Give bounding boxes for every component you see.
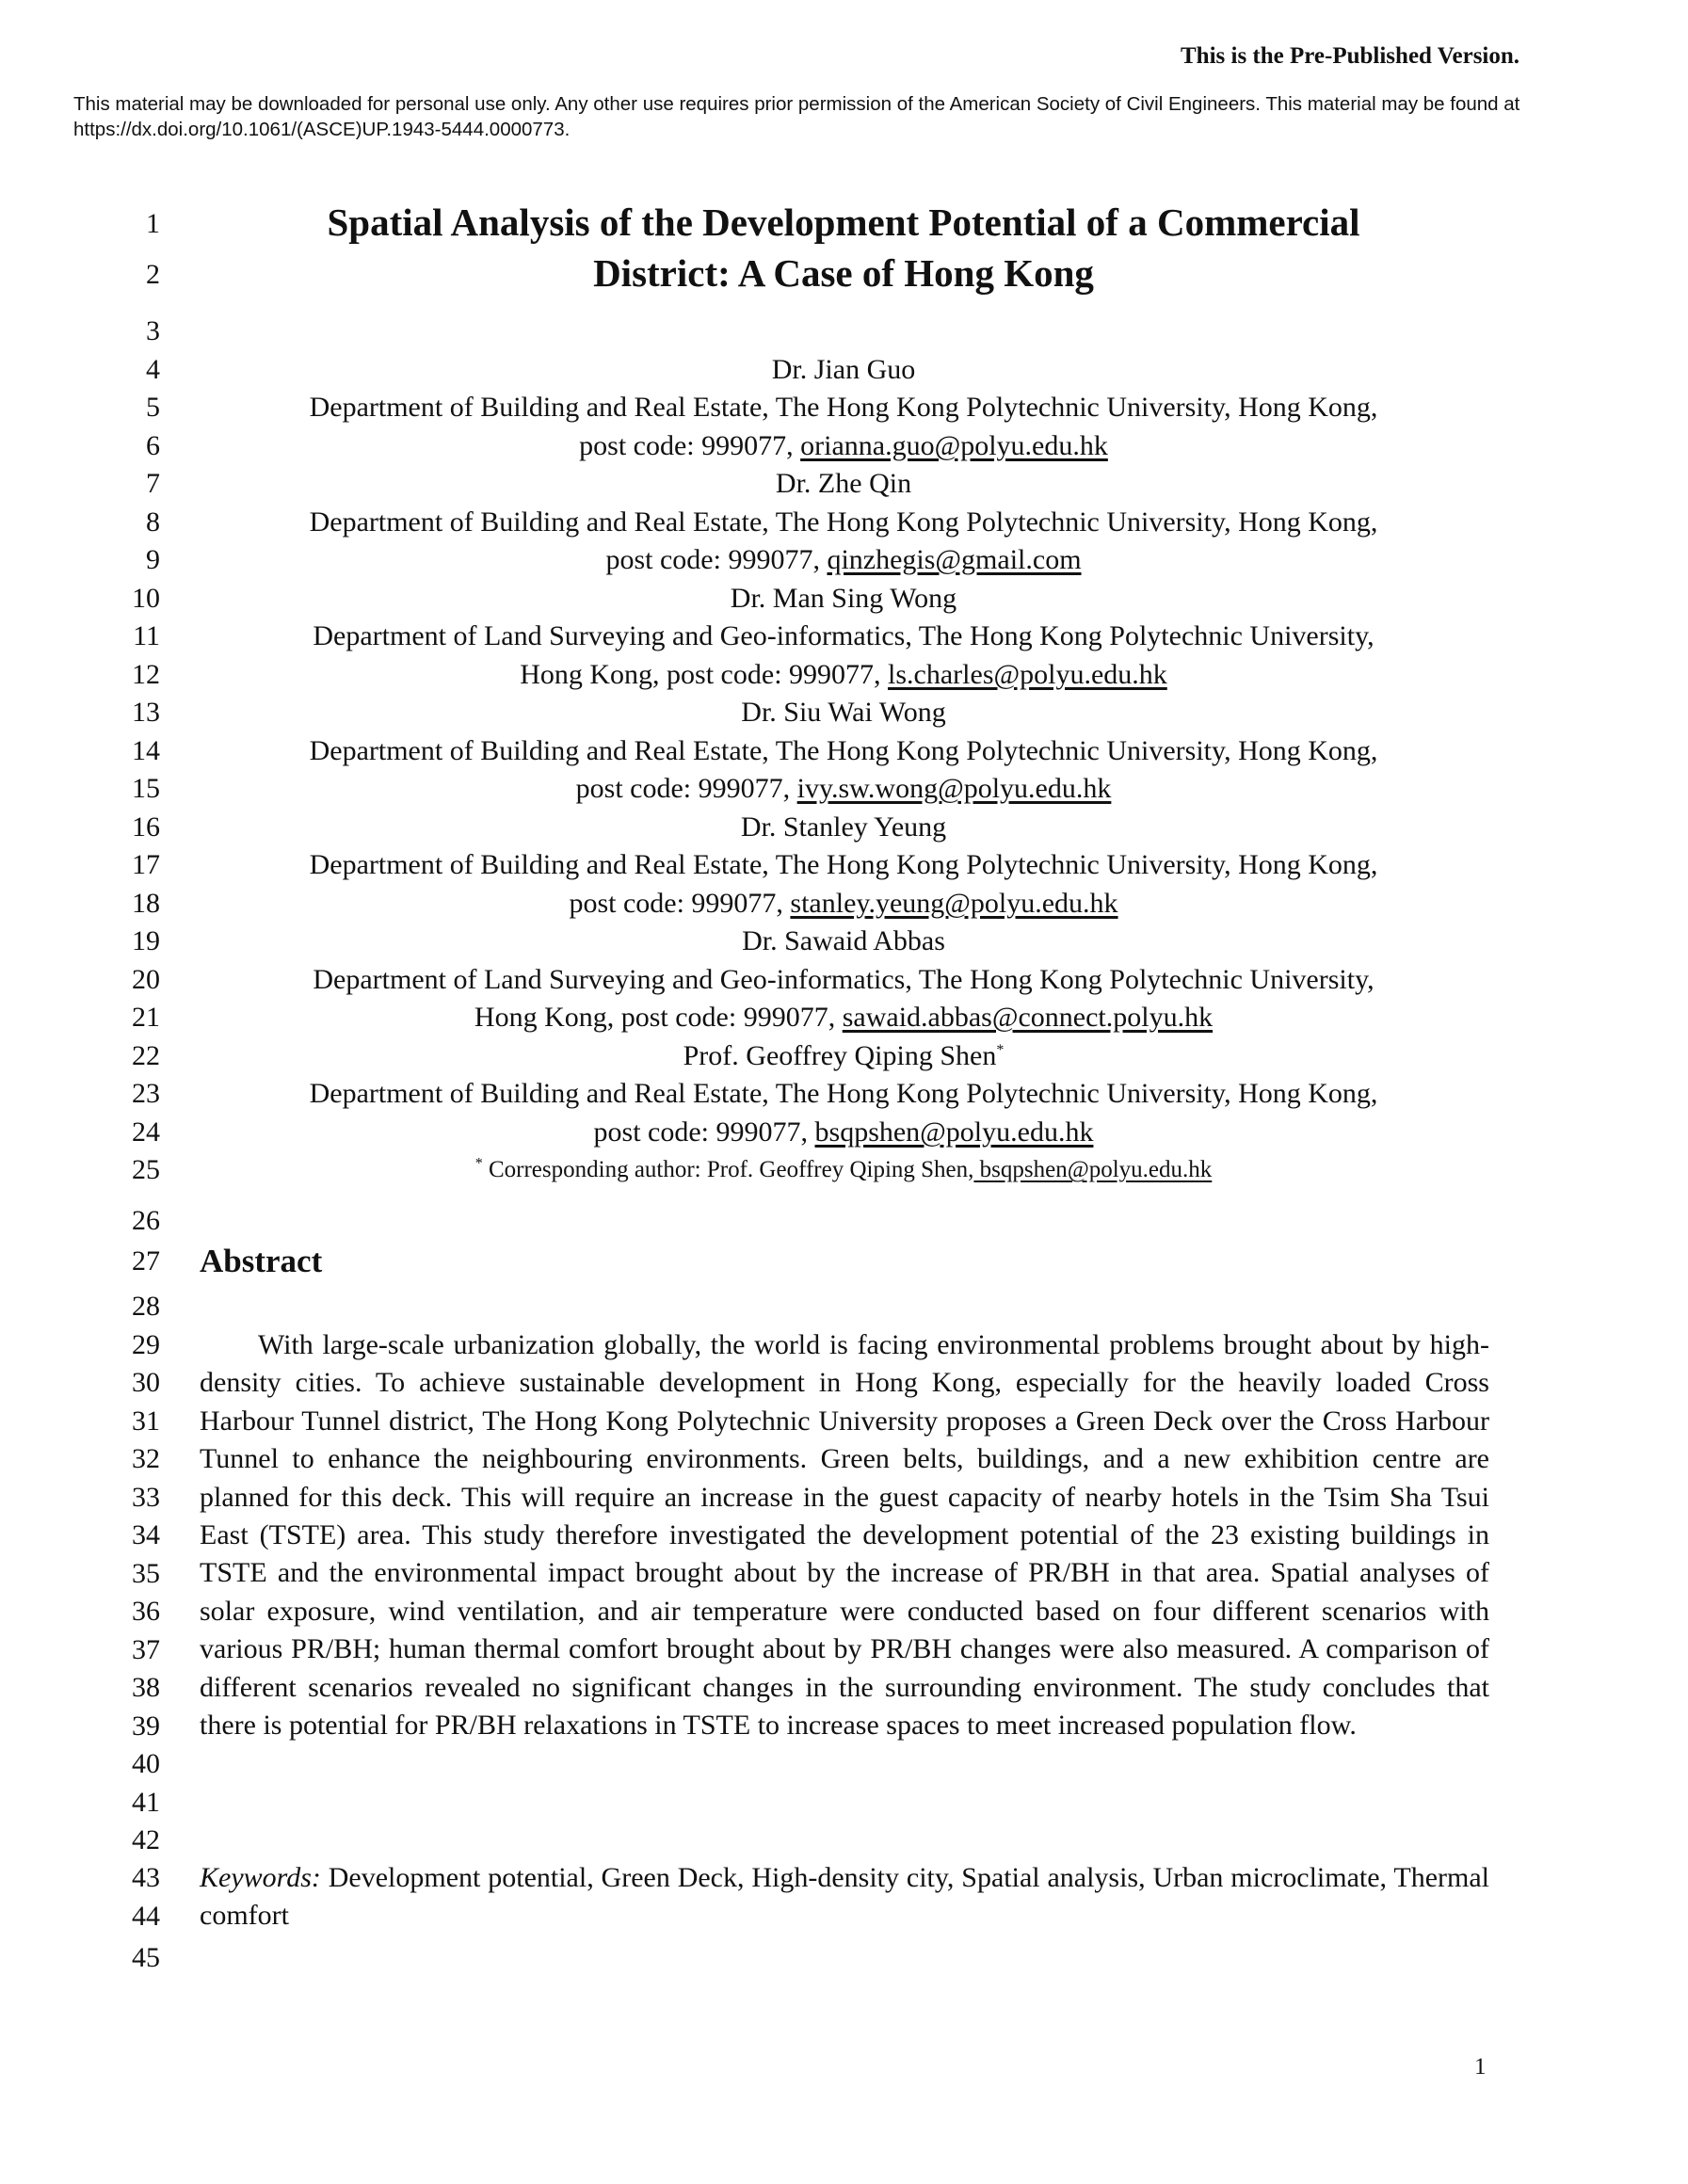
- email-link[interactable]: sawaid.abbas@connect.polyu.hk: [842, 1002, 1214, 1033]
- line-number: 41: [132, 1787, 160, 1818]
- line-number: 29: [132, 1329, 160, 1360]
- line-number: 5: [146, 392, 160, 423]
- line-number: 15: [132, 773, 160, 804]
- email-link[interactable]: stanley.yeung@polyu.edu.hk: [790, 888, 1118, 919]
- author-affiliation: Department of Building and Real Estate, The Hong Kong Polytechnic University, Hong Kong,: [309, 392, 1378, 423]
- paper-title-line-1: Spatial Analysis of the Development Potential of a Commercial: [327, 201, 1360, 244]
- author-name: Dr. Man Sing Wong: [730, 583, 957, 614]
- author-name: Dr. Stanley Yeung: [740, 811, 947, 843]
- corresponding-mark: *: [996, 1042, 1005, 1058]
- author-contact: [198, 999, 1489, 1036]
- line-number: 30: [132, 1367, 160, 1398]
- line-number: 32: [132, 1443, 160, 1474]
- line-number: 10: [132, 583, 160, 614]
- author-name: Dr. Zhe Qin: [775, 468, 912, 499]
- email-link[interactable]: ls.charles@polyu.edu.hk: [888, 659, 1167, 690]
- pre-published-label: This is the Pre-Published Version.: [1181, 43, 1520, 69]
- line-number: 28: [132, 1291, 160, 1322]
- keywords-label: Keywords:: [200, 1862, 321, 1893]
- line-number: 35: [132, 1558, 160, 1589]
- abstract-heading: Abstract: [200, 1243, 323, 1279]
- line-number: 21: [132, 1002, 160, 1033]
- line-number: 11: [133, 620, 160, 651]
- line-number: 40: [132, 1748, 160, 1779]
- line-number: 45: [132, 1942, 160, 1973]
- author-affiliation: Department of Building and Real Estate, The Hong Kong Polytechnic University, Hong Kong,: [309, 849, 1378, 880]
- email-link[interactable]: bsqpshen@polyu.edu.hk: [973, 1157, 1213, 1182]
- line-number: 39: [132, 1710, 160, 1742]
- line-number: 1: [146, 208, 160, 239]
- corresponding-author-note: [198, 1151, 1489, 1189]
- abstract-body: With large-scale urbanization globally, the world is facing environmental problems brought about by high-density cities. To achieve sustainable development in Hong Kong, especially for the heavily loaded Cross Harbour Tunnel district, The Hong Kong Polytechnic University proposes a Green Deck over the Cross Harbour Tunnel to enhance the neighbouring environments. Green belts, buildings, and a new exhibition centre are planned for this deck. This will require an increase in the guest capacity of nearby hotels in the Tsim Sha Tsui East (TSTE) area. This study therefore investigated the development potential of the 23 existing buildings in TSTE and the environmental impact brought about by the increase of PR/BH in that area. Spatial analyses of solar exposure, wind ventilation, and air temperature were conducted based on four different scenarios with various PR/BH; human thermal comfort brought about by PR/BH changes were also measured. A comparison of different scenarios revealed no significant changes in the surrounding environment. The study concludes that there is potential for PR/BH relaxations in TSTE to increase spaces to meet increased population flow.: [200, 1329, 1489, 1742]
- author-affiliation: Department of Building and Real Estate, The Hong Kong Polytechnic University, Hong Kong,: [309, 1078, 1378, 1109]
- paper-title-line-2: District: A Case of Hong Kong: [593, 251, 1094, 295]
- line-number: 17: [132, 849, 160, 880]
- line-number: 33: [132, 1482, 160, 1513]
- author-affiliation: Department of Building and Real Estate, The Hong Kong Polytechnic University, Hong Kong,: [309, 506, 1378, 538]
- line-number: 23: [132, 1078, 160, 1109]
- line-number: 6: [146, 430, 160, 461]
- line-number: 7: [146, 468, 160, 499]
- author-name: [198, 1037, 1489, 1075]
- post-code: post code: 999077,: [569, 888, 791, 919]
- line-number: 22: [132, 1040, 160, 1071]
- line-number: 8: [146, 506, 160, 538]
- corresponding-mark: *: [474, 1155, 483, 1172]
- author-contact: [198, 1114, 1489, 1151]
- line-number: 25: [132, 1154, 160, 1185]
- line-number: 34: [132, 1519, 160, 1550]
- line-number: 26: [132, 1205, 160, 1236]
- email-link[interactable]: orianna.guo@polyu.edu.hk: [800, 430, 1108, 461]
- keywords: [200, 1859, 1489, 1935]
- line-number: 44: [132, 1901, 160, 1932]
- line-number: 31: [132, 1405, 160, 1437]
- post-code: Hong Kong, post code: 999077,: [474, 1002, 843, 1033]
- line-number: 9: [146, 544, 160, 575]
- line-number: 42: [132, 1824, 160, 1855]
- line-number: 20: [132, 964, 160, 995]
- post-code: post code: 999077,: [593, 1116, 815, 1148]
- email-link[interactable]: qinzhegis@gmail.com: [827, 544, 1082, 575]
- line-number: 14: [132, 735, 160, 766]
- post-code: Hong Kong, post code: 999077,: [520, 659, 889, 690]
- page-number: 1: [1474, 2054, 1487, 2080]
- post-code: post code: 999077,: [605, 544, 828, 575]
- line-number: 19: [132, 925, 160, 956]
- line-number: 18: [132, 888, 160, 919]
- line-number: 43: [132, 1862, 160, 1893]
- author-contact: [198, 541, 1489, 579]
- email-link[interactable]: ivy.sw.wong@polyu.edu.hk: [796, 773, 1112, 804]
- line-number: 16: [132, 811, 160, 843]
- line-number: 37: [132, 1634, 160, 1665]
- author-name-text: Prof. Geoffrey Qiping Shen: [683, 1040, 997, 1071]
- author-affiliation: Department of Land Surveying and Geo-informatics, The Hong Kong Polytechnic University,: [313, 620, 1375, 651]
- line-number: 13: [132, 697, 160, 728]
- line-number: 2: [146, 259, 160, 290]
- line-number: 38: [132, 1672, 160, 1703]
- author-contact: [198, 770, 1489, 808]
- permission-notice: This material may be downloaded for personal use only. Any other use requires prior permission of the American Society of Civil Engineers. This material may be found at https://dx.doi.org/10.1061/(ASCE)UP.1943-5444.0000773.: [73, 93, 1520, 140]
- keywords-text: Development potential, Green Deck, High-density city, Spatial analysis, Urban microclimate, Thermal comfort: [200, 1862, 1489, 1932]
- line-number: 4: [146, 354, 160, 385]
- author-contact: [198, 427, 1489, 465]
- author-name: Dr. Sawaid Abbas: [742, 925, 945, 956]
- email-link[interactable]: bsqpshen@polyu.edu.hk: [814, 1116, 1094, 1148]
- line-number: 3: [146, 315, 160, 346]
- corresponding-text: Corresponding author: Prof. Geoffrey Qiping Shen,: [482, 1157, 974, 1182]
- post-code: post code: 999077,: [579, 430, 801, 461]
- author-contact: [198, 885, 1489, 923]
- author-contact: [198, 656, 1489, 694]
- line-number: 12: [132, 659, 160, 690]
- line-number: 27: [132, 1245, 160, 1277]
- author-name: Dr. Siu Wai Wong: [741, 697, 946, 728]
- line-number: 24: [132, 1116, 160, 1148]
- line-number: 36: [132, 1596, 160, 1627]
- author-affiliation: Department of Land Surveying and Geo-informatics, The Hong Kong Polytechnic University,: [313, 964, 1375, 995]
- author-name: Dr. Jian Guo: [771, 354, 916, 385]
- author-affiliation: Department of Building and Real Estate, The Hong Kong Polytechnic University, Hong Kong,: [309, 735, 1378, 766]
- post-code: post code: 999077,: [575, 773, 797, 804]
